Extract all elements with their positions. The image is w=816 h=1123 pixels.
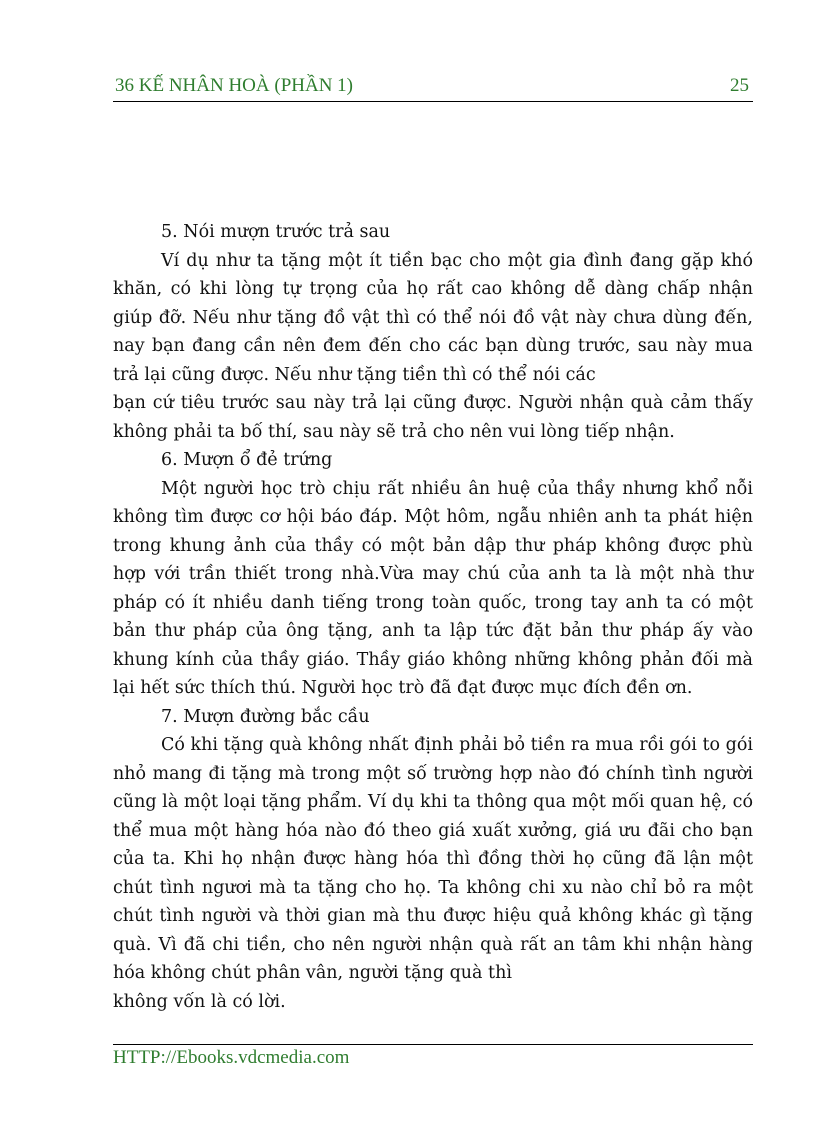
section-heading: 7. Mượn đường bắc cầu <box>161 706 370 727</box>
page-body <box>113 218 753 1016</box>
paragraph: Có khi tặng quà không nhất định phải bỏ tiền ra mua rồi gói to gói nhỏ mang đi tặng mà trong một số trường hợp nào đó chính tình người cũng là một loại tặng phẩm. Ví dụ khi ta thông qua một mối quan hệ, có thể mua một hàng hóa nào đó theo giá xuất xưởng, giá ưu đãi cho bạn của ta. Khi họ nhận được hàng hóa thì đồng thời họ cũng đã lận một chút tình ngươi mà ta tặng cho họ. Ta không chi xu nào chỉ bỏ ra một chút tình người và thời gian mà thu được hiệu quả không khác gì tặng quà. Vì đã chi tiền, cho nên người nhận quà rất an tâm khi nhận hàng hóa không chút phân vân, người tặng quà thì <box>113 735 753 983</box>
paragraph: Một người học trò chịu rất nhiều ân huệ của thầy nhưng khổ nỗi không tìm được cơ hội báo đáp. Một hôm, ngẫu nhiên anh ta phát hiện trong khung ảnh của thầy có một bản dập thư pháp không được phù hợp với trần thiết trong nhà.Vừa may chú của anh ta là một nhà thư pháp có ít nhiều danh tiếng trong toàn quốc, trong tay anh ta có một bản thư pháp của ông tặng, anh ta lập tức đặt bản thư pháp ấy vào khung kính của thầy giáo. Thầy giáo không những không phản đối mà lại hết sức thích thú. Người học trò đã đạt được mục đích đền ơn. <box>113 478 753 698</box>
page-header <box>113 73 753 102</box>
book-title: 36 KẾ NHÂN HOÀ (PHẦN 1) <box>115 75 354 96</box>
page-footer <box>113 1044 753 1069</box>
footer-link[interactable]: HTTP://Ebooks.vdcmedia.com <box>113 1047 350 1068</box>
section-heading: 6. Mượn ổ đẻ trứng <box>161 450 333 470</box>
page-number: 25 <box>730 75 749 96</box>
paragraph: Ví dụ như ta tặng một ít tiền bạc cho một gia đình đang gặp khó khăn, có khi lòng tự trọng của họ rất cao không dễ dàng chấp nhận giúp đỡ. Nếu như tặng đồ vật thì có thể nói đồ vật này chưa dùng đến, nay bạn đang cần nên đem đến cho các bạn dùng trước, sau này mua trả lại cũng được. Nếu như tặng tiền thì có thể nói các <box>113 250 753 385</box>
paragraph: bạn cứ tiêu trước sau này trả lại cũng được. Người nhận quà cảm thấy không phải ta bố thí, sau này sẽ trả cho nên vui lòng tiếp nhận. <box>113 393 753 442</box>
paragraph: không vốn là có lời. <box>113 991 286 1012</box>
section-heading: 5. Nói mượn trước trả sau <box>161 222 391 242</box>
